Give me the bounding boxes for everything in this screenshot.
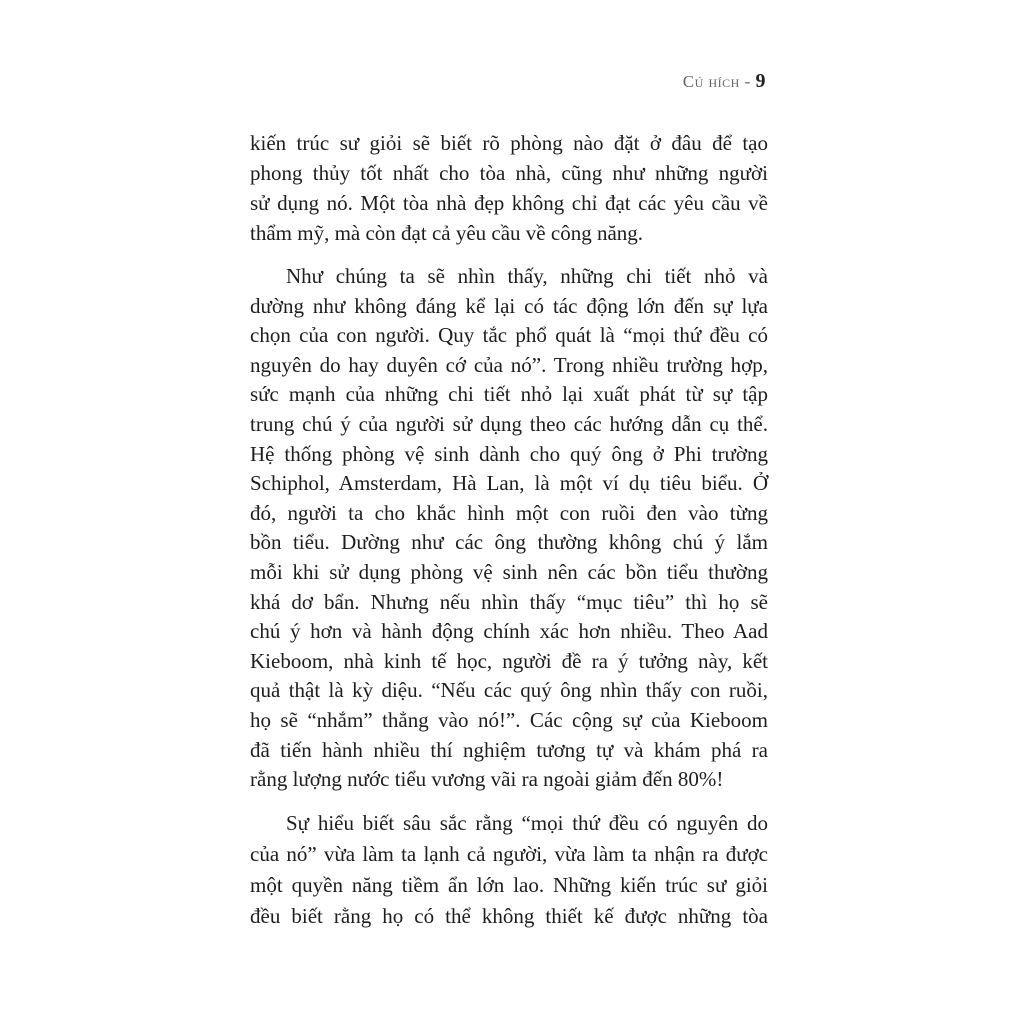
page-number: 9 bbox=[755, 70, 766, 92]
text-line: Kieboom, nhà kinh tế học, người đề ra ý tưởng này, kết bbox=[250, 648, 768, 673]
text-line: đều biết rằng họ có thể không thiết kế được những tòa bbox=[250, 904, 768, 928]
text-line: thẩm mỹ, mà còn đạt cả yêu cầu về công năng. bbox=[250, 221, 644, 245]
text-line: chọn của con người. Quy tắc phổ quát là “mọi thứ đều có bbox=[250, 323, 768, 348]
text-line: Như chúng ta sẽ nhìn thấy, những chi tiết nhỏ và bbox=[286, 264, 768, 288]
text-line: của nó” vừa làm ta lạnh cả người, vừa làm ta nhận ra được bbox=[250, 842, 768, 866]
text-line: đã tiến hành nhiều thí nghiệm tương tự và khám phá ra bbox=[250, 737, 768, 762]
text-line: dường như không đáng kể lại có tác động lớn đến sự lựa bbox=[250, 293, 768, 318]
text-line: kiến trúc sư giỏi sẽ biết rõ phòng nào đặt ở đâu để tạo bbox=[250, 131, 768, 155]
paragraph-3 bbox=[250, 808, 768, 932]
text-line: bồn tiểu. Dường như các ông thường không chú ý lắm bbox=[250, 530, 768, 555]
paragraph-2 bbox=[250, 262, 768, 795]
text-line: Schiphol, Amsterdam, Hà Lan, là một ví dụ tiêu biểu. Ở bbox=[250, 471, 768, 496]
text-line: họ sẽ “nhắm” thẳng vào nó!”. Các cộng sự của Kieboom bbox=[250, 707, 768, 732]
text-line: Hệ thống phòng vệ sinh dành cho quý ông ở Phi trường bbox=[250, 441, 768, 466]
text-line: Sự hiểu biết sâu sắc rằng “mọi thứ đều có nguyên do bbox=[286, 811, 768, 835]
text-line: đó, người ta cho khắc hình một con ruồi đen vào từng bbox=[250, 500, 768, 525]
text-line: nguyên do hay duyên cớ của nó”. Trong nhiều trường hợp, bbox=[250, 352, 768, 377]
text-line: trung chú ý của người sử dụng theo các hướng dẫn cụ thể. bbox=[250, 411, 768, 436]
header-separator: - bbox=[739, 72, 756, 91]
text-line: khá dơ bẩn. Nhưng nếu nhìn thấy “mục tiêu” thì họ sẽ bbox=[250, 589, 768, 614]
text-line: một quyền năng tiềm ẩn lớn lao. Những kiến trúc sư giỏi bbox=[250, 873, 768, 897]
running-header bbox=[683, 70, 766, 93]
book-title: Cú hích bbox=[682, 72, 740, 91]
text-line: rằng lượng nước tiểu vương vãi ra ngoài giảm đến 80%! bbox=[250, 767, 724, 792]
paragraph-1 bbox=[250, 128, 768, 248]
text-line: phong thủy tốt nhất cho tòa nhà, cũng như những người bbox=[250, 161, 768, 185]
text-line: chú ý hơn và hành động chính xác hơn nhiều. Theo Aad bbox=[250, 619, 768, 644]
text-line: mỗi khi sử dụng phòng vệ sinh nên các bồn tiểu thường bbox=[250, 559, 768, 584]
text-line: quả thật là kỳ diệu. “Nếu các quý ông nhìn thấy con ruồi, bbox=[250, 678, 768, 703]
text-line: sức mạnh của những chi tiết nhỏ lại xuất phát từ sự tập bbox=[250, 382, 768, 407]
text-line: sử dụng nó. Một tòa nhà đẹp không chỉ đạt các yêu cầu về bbox=[250, 191, 768, 215]
